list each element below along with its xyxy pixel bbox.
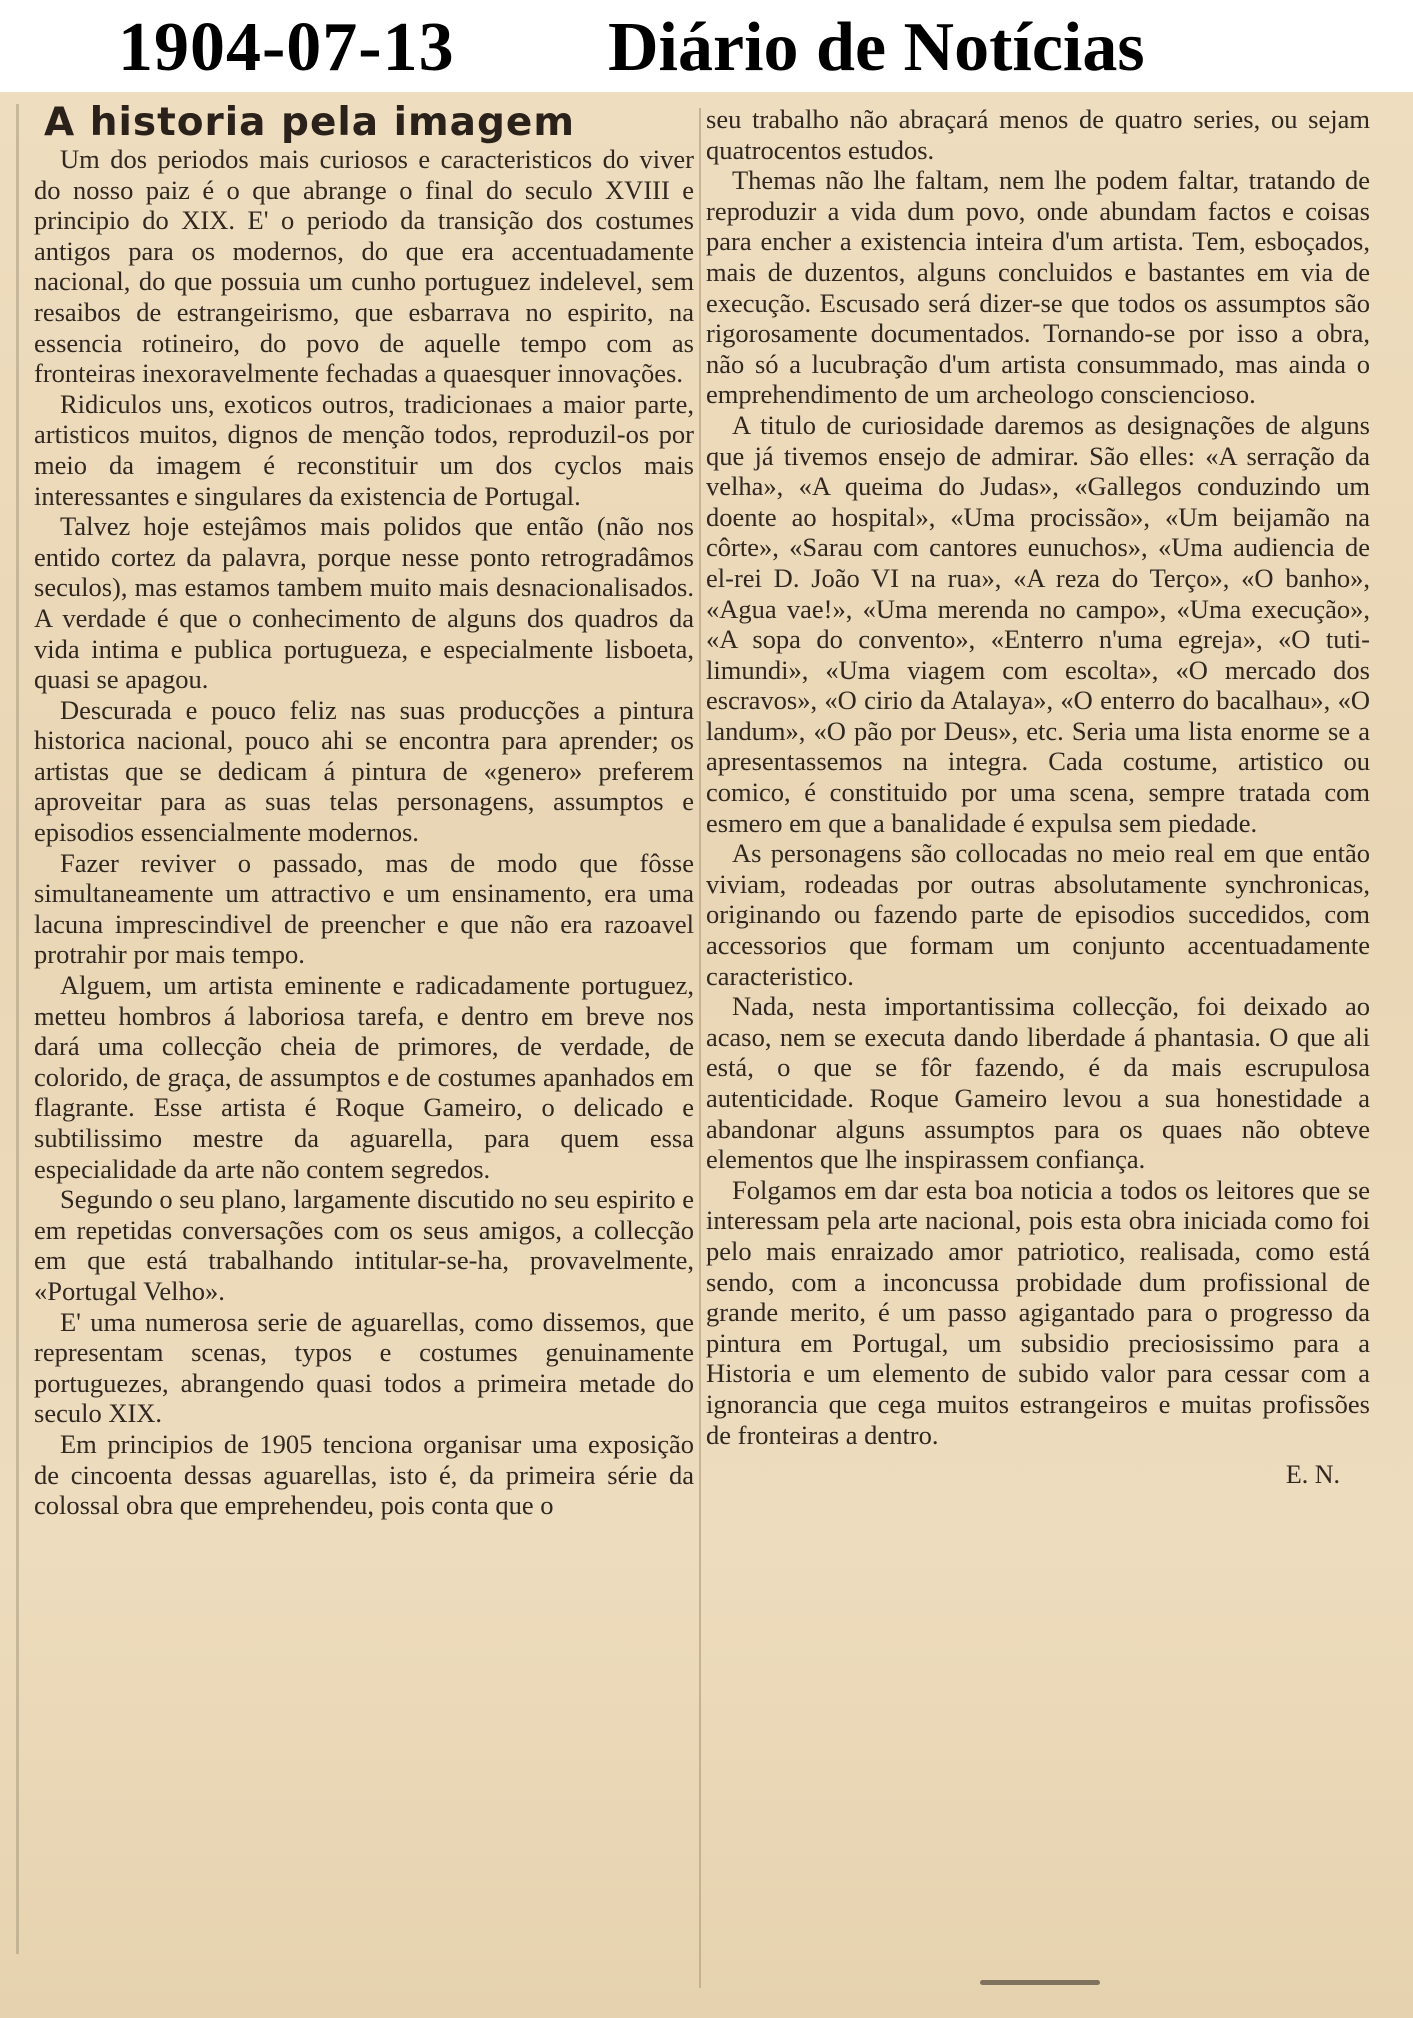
newspaper-name: Diário de Notícias xyxy=(608,9,1145,86)
article-signature: E. N. xyxy=(1285,1460,1340,1490)
article-paragraph: Folgamos em dar esta boa noticia a todos os leitores que se interessam pela arte nacional, pois esta obra iniciada como foi pelo mais enraizado amor patriotico, realisada, como está sendo, com a inconcussa probidade dum profissional de grande merito, é um passo agigantado para o progresso da pintura em Portugal, um subsidio preciosissimo para a Historia e um elemento de subido valor para cessar com a ignorancia que cega muitos estrangeiros e muitas profissões de fronteiras a dentro. xyxy=(706,1174,1370,1450)
article-paragraph: Em principios de 1905 tenciona organisar uma exposição de cincoenta dessas aguarellas, isto é, da primeira série da colossal obra que emprehendeu, pois conta que o xyxy=(34,1428,694,1521)
article-paragraph: Themas não lhe faltam, nem lhe podem faltar, tratando de reproduzir a vida dum povo, onde abundam factos e coisas para encher a existencia inteira d'um artista. Tem, esboçados, mais de duzentos, alguns concluidos e bastantes em via de execução. Escusado será dizer-se que todos os assumptos são rigorosamente documentados. Tornando-se por isso a obra, não só a lucubração d'um artista consummado, mas ainda o emprehendimento de um archeologo consciencioso. xyxy=(706,165,1370,410)
article-paragraph: Segundo o seu plano, largamente discutido no seu espirito e em repetidas conversações com os seus amigos, a collecção em que está trabalhando intitular-se-ha, provavelmente, «Portugal Velho». xyxy=(34,1184,694,1306)
article-paragraph: E' uma numerosa serie de aguarellas, como dissemos, que representam scenas, typos e costumes genuinamente portuguezes, abrangendo quasi todos a primeira metade do seculo XIX. xyxy=(34,1306,694,1429)
masthead xyxy=(0,0,1413,92)
article-headline: A historia pela imagem xyxy=(44,100,575,145)
clipping-edge xyxy=(16,104,19,1954)
article-column-left xyxy=(34,100,694,1521)
article-paragraph: Um dos periodos mais curiosos e caracteristicos do viver do nosso paiz é o que abrange o final do seculo XVIII e principio do XIX. E' o periodo da transição dos costumes antigos para os modernos, do que era accentuadamente nacional, do que possuia um cunho portuguez indelevel, sem resaibos de estrangeirismo, que esbarrava no espirito, na essencia rotineiro, do povo de aquelle tempo com as fronteiras inexoravelmente fechadas a quaesquer innovações. xyxy=(34,144,694,389)
article-paragraph: Talvez hoje estejâmos mais polidos que então (não nos entido cortez da palavra, porque nesse ponto retrogradâmos seculos), mas estamos tambem muito mais desnacionalisados. A verdade é que o conhecimento de alguns dos quadros da vida intima e publica portugueza, e especialmente lisboeta, quasi se apagou. xyxy=(34,511,694,695)
article-column-right xyxy=(706,104,1370,1491)
article-paragraph: Ridiculos uns, exoticos outros, tradicionaes a maior parte, artisticos muitos, dignos de menção todos, reproduzil-os por meio da imagem é reconstituir um dos cyclos mais interessantes e singulares da existencia de Portugal. xyxy=(34,388,694,511)
end-rule xyxy=(980,1980,1100,1985)
article-paragraph: A titulo de curiosidade daremos as designações de alguns que já tivemos ensejo de admirar. São elles: «A serração da velha», «A queima do Judas», «Gallegos conduzindo um doente ao hospital», «Uma procissão», «Um beijamão na côrte», «Sarau com cantores eunuchos», «Uma audiencia de el-rei D. João VI na rua», «A reza do Terço», «O banho», «Agua vae!», «Uma merenda no campo», «Uma execução», «A sopa do convento», «Enterro n'uma egreja», «O tuti-limundi», «Uma viagem com escolta», «O mercado dos escravos», «O cirio da Atalaya», «O enterro do bacalhau», «O landum», «O pão por Deus», etc. Seria uma lista enorme se a apresentassemos na integra. Cada costume, artistico ou comico, é constituido por uma scena, sempre tratada com esmero em que a banalidade é expulsa sem piedade. xyxy=(706,409,1370,838)
article-paragraph: Nada, nesta importantissima collecção, foi deixado ao acaso, nem se executa dando liberdade á phantasia. O que ali está, o que se fôr fazendo, é da mais escrupulosa autenticidade. Roque Gameiro levou a sua honestidade a abandonar alguns assumptos para os quaes não obteve elementos que lhe inspirassem confiança. xyxy=(706,991,1370,1175)
article-paragraph: Descurada e pouco feliz nas suas producções a pintura historica nacional, pouco ahi se encontra para aprender; os artistas que se dedicam á pintura de «genero» preferem aproveitar para as suas telas personagens, assumptos e episodios essencialmente modernos. xyxy=(34,694,694,848)
publication-date: 1904-07-13 xyxy=(118,9,455,86)
article-paragraph: As personagens são collocadas no meio real em que então viviam, rodeadas por outras absolutamente synchronicas, originando ou fazendo parte de episodios succedidos, com accessorios que formam um conjunto accentuadamente caracteristico. xyxy=(706,838,1370,991)
article-paragraph: Alguem, um artista eminente e radicadamente portuguez, metteu hombros á laboriosa tarefa, e dentro em breve nos dará uma collecção cheia de primores, de verdade, de colorido, de graça, de assumptos e de costumes apanhados em flagrante. Esse artista é Roque Gameiro, o delicado e subtilissimo mestre da aguarella, para quem essa especialidade da arte não contem segredos. xyxy=(34,970,694,1184)
article-paragraph: Fazer reviver o passado, mas de modo que fôsse simultaneamente um attractivo e um ensinamento, era uma lacuna imprescindivel de preencher e que não era razoavel protrahir por mais tempo. xyxy=(34,847,694,970)
column-divider xyxy=(699,108,701,1988)
newspaper-clipping xyxy=(0,92,1413,2018)
article-paragraph-continued: seu trabalho não abraçará menos de quatro series, ou sejam quatrocentos estudos. xyxy=(706,104,1370,165)
